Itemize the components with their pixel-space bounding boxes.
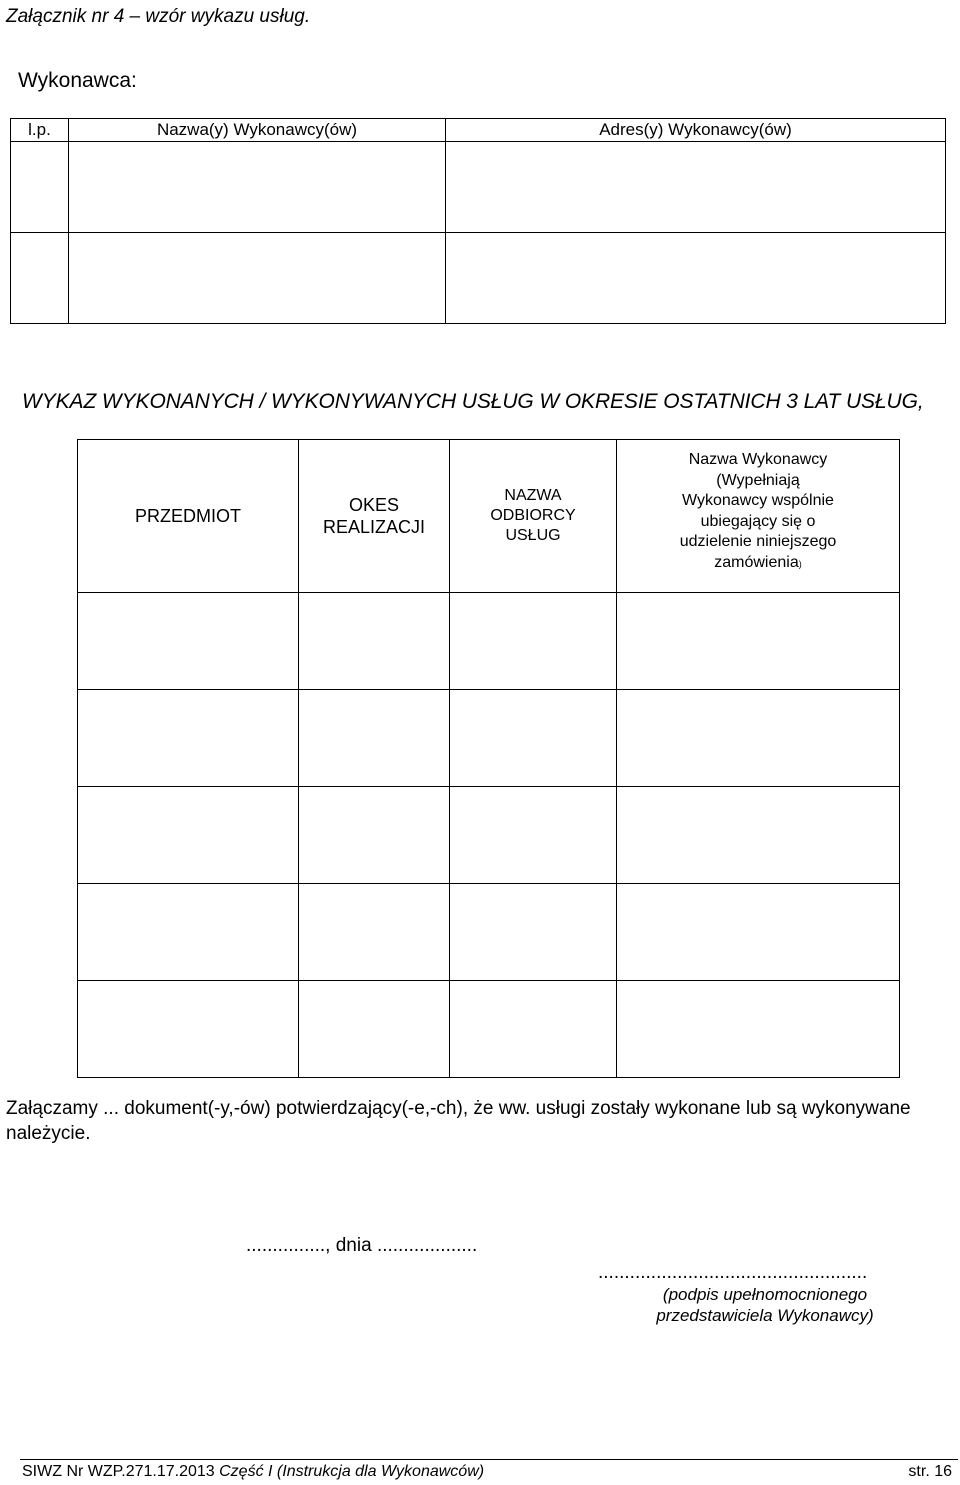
attachment-title: Załącznik nr 4 – wzór wykazu usług. bbox=[6, 6, 311, 27]
table-header-row bbox=[11, 119, 946, 142]
signature-label-line: (podpis upełnomocnionego bbox=[662, 1285, 868, 1304]
column-header-recipient bbox=[450, 440, 617, 593]
header-line bbox=[617, 553, 899, 575]
table-cell[interactable] bbox=[299, 787, 450, 884]
attachment-note: Załączamy ... dokument(-y,-ów) potwierdzający(-e,-ch), że ww. usługi zostały wykonane lub są wykonywane należycie. bbox=[6, 1098, 911, 1144]
table-cell[interactable] bbox=[617, 593, 900, 690]
table-cell[interactable] bbox=[446, 233, 946, 324]
place-date-line: ..............., dnia ................... bbox=[246, 1235, 478, 1256]
table-cell[interactable] bbox=[69, 233, 446, 324]
table-cell[interactable] bbox=[450, 593, 617, 690]
services-table bbox=[77, 439, 900, 1078]
table-cell[interactable] bbox=[78, 690, 299, 787]
table-row bbox=[78, 690, 900, 787]
footer-part-text: Część I (Instrukcja dla Wykonawców) bbox=[219, 1463, 485, 1480]
footer-ref-text: SIWZ Nr WZP.271.17.2013 bbox=[22, 1463, 220, 1480]
table-row bbox=[11, 142, 946, 233]
header-line: REALIZACJI bbox=[322, 517, 426, 537]
table-header-row bbox=[78, 440, 900, 593]
header-line: Nazwa Wykonawcy bbox=[688, 451, 828, 468]
header-line: NAZWA bbox=[504, 487, 562, 504]
table-cell[interactable] bbox=[617, 981, 900, 1078]
table-cell[interactable] bbox=[299, 690, 450, 787]
header-line: USŁUG bbox=[505, 527, 561, 544]
table-cell[interactable] bbox=[299, 981, 450, 1078]
table-cell[interactable] bbox=[450, 690, 617, 787]
page-number: str. 16 bbox=[908, 1463, 952, 1480]
table-row bbox=[78, 884, 900, 981]
table-cell[interactable] bbox=[446, 142, 946, 233]
table-cell[interactable] bbox=[450, 787, 617, 884]
table-cell[interactable] bbox=[299, 593, 450, 690]
header-line: udzielenie niniejszego bbox=[679, 533, 837, 550]
contractor-label: Wykonawca: bbox=[18, 69, 137, 92]
signature-label bbox=[640, 1284, 890, 1326]
column-header-contractor-name: Nazwa(y) Wykonawcy(ów) bbox=[69, 119, 446, 142]
column-header-period bbox=[299, 440, 450, 593]
column-header-subject: PRZEDMIOT bbox=[78, 440, 299, 593]
table-cell[interactable] bbox=[299, 884, 450, 981]
header-line: OKES bbox=[348, 495, 400, 515]
header-text: zamówienia bbox=[714, 553, 799, 571]
column-header-lp: l.p. bbox=[11, 119, 69, 142]
header-line: (Wypełniają bbox=[716, 471, 800, 489]
table-cell[interactable] bbox=[69, 142, 446, 233]
table-cell[interactable] bbox=[78, 884, 299, 981]
table-cell[interactable] bbox=[450, 884, 617, 981]
footer-divider bbox=[20, 1459, 958, 1460]
table-cell[interactable] bbox=[617, 884, 900, 981]
table-cell[interactable] bbox=[78, 787, 299, 884]
footer-doc-ref bbox=[22, 1463, 484, 1481]
table-cell[interactable] bbox=[617, 690, 900, 787]
table-cell[interactable] bbox=[617, 787, 900, 884]
header-line: Wykonawcy wspólnie bbox=[682, 492, 834, 509]
header-paren: ) bbox=[798, 558, 802, 569]
signature-line: ................................................... bbox=[598, 1262, 868, 1283]
table-cell[interactable] bbox=[78, 981, 299, 1078]
table-cell[interactable] bbox=[11, 233, 69, 324]
table-row bbox=[78, 981, 900, 1078]
table-cell[interactable] bbox=[78, 593, 299, 690]
contractor-table bbox=[10, 118, 946, 324]
section-title: WYKAZ WYKONANYCH / WYKONYWANYCH USŁUG W OKRESIE OSTATNICH 3 LAT USŁUG, bbox=[22, 390, 924, 413]
column-header-contractor-address: Adres(y) Wykonawcy(ów) bbox=[446, 119, 946, 142]
column-header-contractor-name bbox=[617, 440, 900, 593]
header-line: ODBIORCY bbox=[490, 507, 576, 524]
header-line: ubiegający się o bbox=[700, 512, 816, 530]
table-row bbox=[11, 233, 946, 324]
table-row bbox=[78, 593, 900, 690]
table-cell[interactable] bbox=[450, 981, 617, 1078]
signature-label-line: przedstawiciela Wykonawcy) bbox=[656, 1306, 874, 1325]
table-cell[interactable] bbox=[11, 142, 69, 233]
table-row bbox=[78, 787, 900, 884]
